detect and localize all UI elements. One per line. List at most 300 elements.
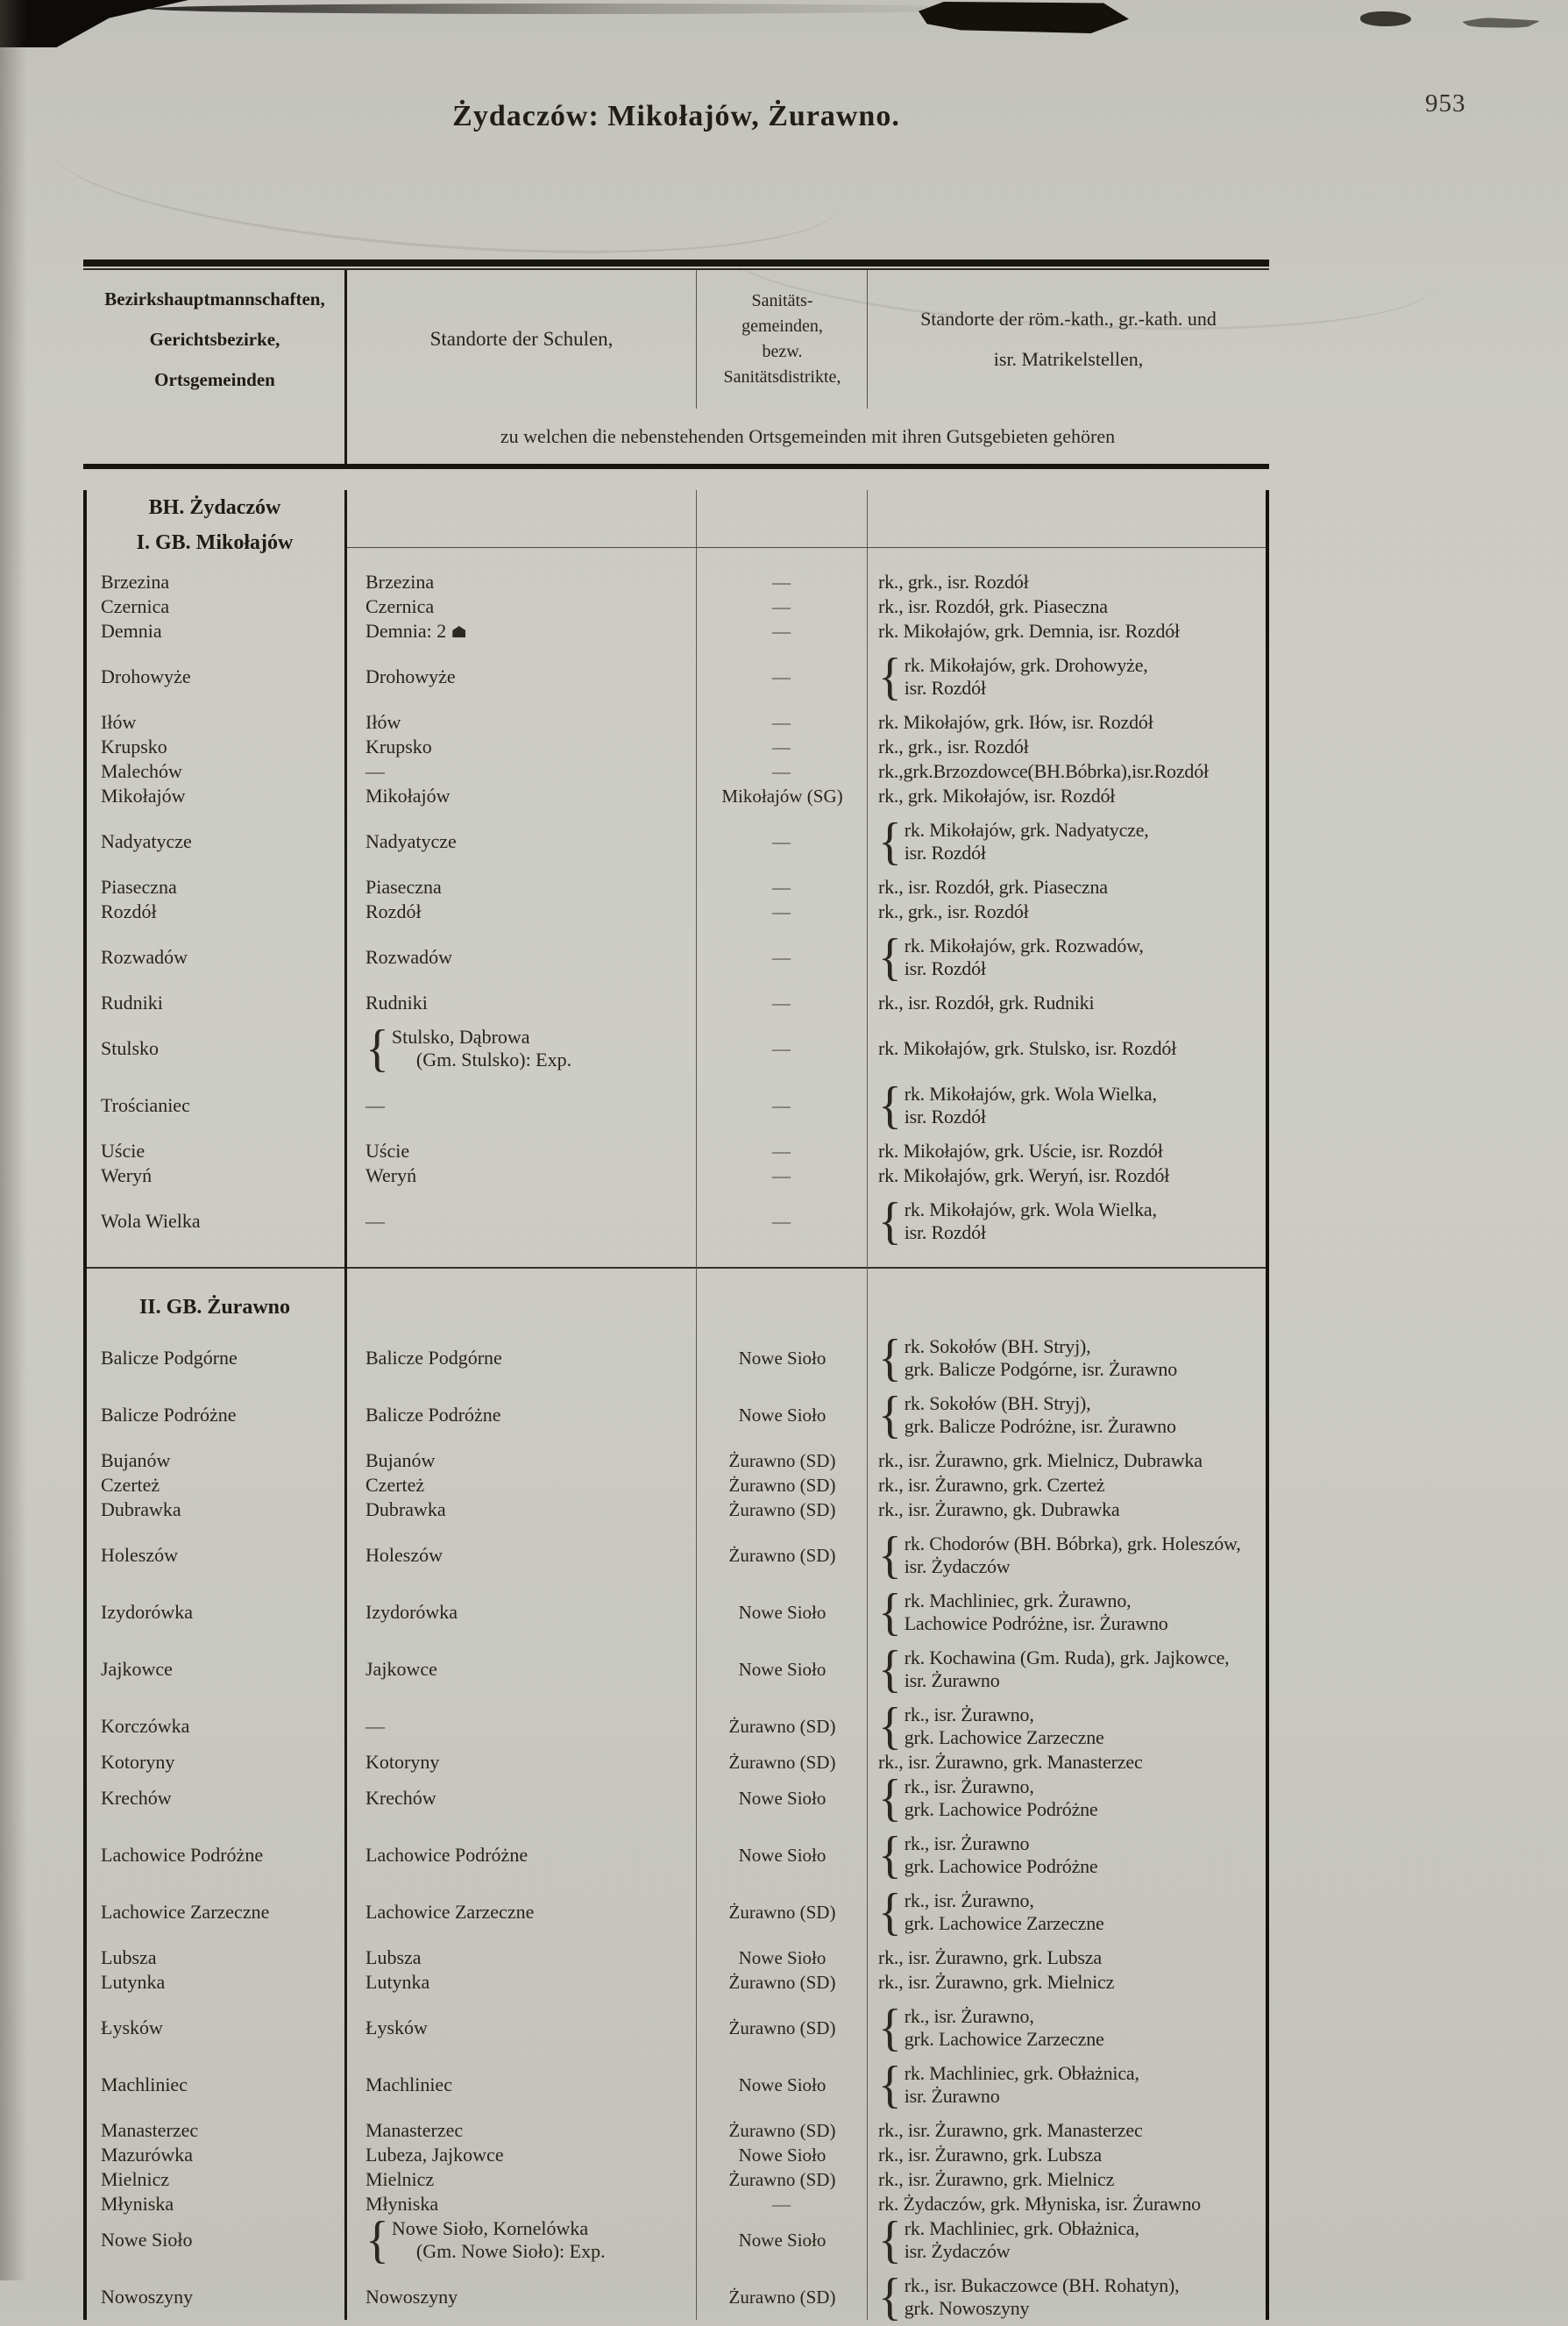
table-header — [83, 270, 1269, 409]
matrikel-line: rk. Machliniec, grk. Obłażnica, — [904, 2062, 1139, 2084]
matrikel-lines — [905, 935, 1144, 980]
schule-value: Mikołajów — [365, 785, 451, 807]
header-line: bezw. — [762, 342, 803, 361]
sanitaets-cell — [697, 946, 868, 969]
sanitaets-cell — [697, 1404, 868, 1426]
table-row — [83, 1946, 1269, 1969]
matrikel-line: grk. Nowoszyny — [904, 2297, 1030, 2319]
header-line: Bezirkshauptmannschaften, — [104, 288, 325, 309]
table-row — [83, 2268, 1269, 2326]
table-row — [83, 2119, 1269, 2142]
ortsgemeinde-cell: Nowe Sioło — [101, 2229, 193, 2251]
table-row — [83, 736, 1269, 758]
ortsgemeinde-cell: Mazurówka — [101, 2144, 194, 2166]
matrikel-cell — [868, 2056, 1269, 2114]
sanitaets-cell — [697, 2229, 868, 2251]
ortsgemeinde-cell: Manasterzec — [101, 2119, 199, 2141]
matrikel-lines — [905, 1533, 1241, 1578]
sanitaets-cell — [697, 2193, 868, 2216]
matrikel — [878, 1697, 1269, 1755]
brace-glyph: { — [878, 813, 902, 871]
ortsgemeinde-cell: Rudniki — [101, 992, 163, 1014]
matrikel-cell — [868, 928, 1269, 986]
schule-value: Lutynka — [365, 1971, 430, 1993]
matrikel-cell — [868, 2119, 1269, 2142]
ortsgemeinde-cell: Czernica — [101, 595, 170, 617]
gazetteer-table — [83, 260, 1269, 2326]
schule-value: Weryń — [365, 1164, 417, 1186]
matrikel-line: rk. Machliniec, grk. Żurawno, — [904, 1590, 1132, 1611]
matrikel-lines — [905, 1832, 1098, 1878]
sanitaets-cell — [697, 1544, 868, 1567]
brace-glyph: { — [878, 928, 902, 986]
ortsgemeinde-cell: Piaseczna — [101, 876, 177, 898]
schule-cell — [346, 1715, 697, 1738]
ortsgemeinde-cell: Demnia — [101, 620, 162, 642]
matrikel-line: rk. Kochawina (Gm. Ruda), grk. Jajkowce, — [904, 1647, 1230, 1668]
sanitaet-value: — — [772, 1141, 792, 1162]
rows-container — [83, 490, 1269, 2326]
ortsgemeinde-cell: Korczówka — [101, 1715, 190, 1737]
section-heading-line: BH. Żydaczów — [148, 496, 281, 519]
table-row — [83, 620, 1269, 643]
sanitaets-cell — [697, 1971, 868, 1994]
matrikel-lines — [905, 2217, 1139, 2263]
matrikel-cell — [868, 1498, 1269, 1521]
matrikel-value: rk., isr. Rozdół, grk. Piaseczna — [878, 595, 1108, 617]
matrikel-lines — [905, 2062, 1139, 2108]
sanitaet-value: — — [772, 572, 792, 593]
table-row — [83, 2056, 1269, 2114]
schule-value: Machliniec — [365, 2073, 452, 2095]
table-row — [83, 2144, 1269, 2166]
brace-glyph: { — [878, 1769, 902, 1827]
table-top-rule — [83, 260, 1269, 267]
matrikel-line: isr. Rozdół — [904, 677, 986, 699]
schule-cell — [346, 2211, 697, 2269]
matrikel-value: rk. Mikołajów, grk. Uście, isr. Rozdół — [878, 1140, 1163, 1162]
schule-cell — [346, 1901, 697, 1924]
schule-lines — [392, 1026, 571, 1071]
schule-value: Demnia: 2 — [365, 620, 447, 642]
table-row — [83, 2211, 1269, 2269]
schule-value: Brzezina — [365, 571, 435, 593]
schule-cell — [346, 2168, 697, 2191]
schule-cell — [346, 1658, 697, 1681]
table-row — [83, 1449, 1269, 1472]
matrikel-lines — [905, 654, 1148, 700]
matrikel-cell — [868, 1697, 1269, 1755]
schule-value: Rozwadów — [365, 946, 452, 968]
schule-cell — [346, 876, 697, 899]
matrikel-cell — [868, 1329, 1269, 1387]
schule-cell — [346, 1404, 697, 1426]
matrikel-value: rk., isr. Żurawno, grk. Manasterzec — [878, 2119, 1143, 2141]
table-row — [83, 1883, 1269, 1941]
schule-cell — [346, 1140, 697, 1163]
matrikel-line: grk. Lachowice Zarzeczne — [904, 2028, 1104, 2050]
brace-glyph: { — [878, 1329, 902, 1387]
header-line: Sanitätsdistrikte, — [723, 367, 841, 387]
ortsgemeinde-cell: Lutynka — [101, 1971, 166, 1993]
table-row — [83, 785, 1269, 807]
ortsgemeinde-cell: Mikołajów — [101, 785, 186, 807]
matrikel-lines — [905, 1704, 1104, 1749]
schule-value: — — [365, 1094, 387, 1116]
header-line: Sanitäts- — [751, 291, 813, 310]
matrikel-cell — [868, 785, 1269, 807]
schule-cell — [346, 711, 697, 734]
table-row — [83, 1999, 1269, 2057]
sanitaets-cell — [697, 785, 868, 807]
schule-value: Dubrawka — [365, 1498, 446, 1520]
matrikel-cell — [868, 1192, 1269, 1250]
matrikel-value: rk., isr. Żurawno, grk. Lubsza — [878, 2144, 1102, 2166]
sanitaet-value: Nowe Sioło — [738, 1659, 827, 1680]
sanitaet-value: Żurawno (SD) — [728, 1450, 836, 1471]
ortsgemeinde-cell: Jajkowce — [101, 1658, 173, 1680]
matrikel-cell — [868, 1037, 1269, 1060]
section-divider — [83, 1267, 1269, 1269]
schule-value: Kotoryny — [365, 1751, 440, 1773]
matrikel-lines — [905, 1775, 1098, 1821]
schule-value: Nadyatycze — [365, 830, 457, 852]
sanitaet-value: — — [772, 1165, 792, 1186]
sanitaets-cell — [697, 1140, 868, 1163]
schule-cell — [346, 571, 697, 594]
schule-cell — [346, 1020, 697, 1078]
table-row — [83, 1826, 1269, 1884]
table-row — [83, 711, 1269, 734]
ortsgemeinde-cell: Rozwadów — [101, 946, 188, 968]
schule-value: Mielnicz — [365, 2168, 435, 2190]
schule-value: Łysków — [365, 2017, 428, 2038]
brace-glyph: { — [878, 648, 902, 706]
matrikel-cell — [868, 1826, 1269, 1884]
matrikel-cell — [868, 992, 1269, 1014]
matrikel-value: rk., grk., isr. Rozdół — [878, 900, 1029, 922]
matrikel-line: rk. Sokołów (BH. Stryj), — [904, 1392, 1091, 1414]
column-rule — [344, 270, 347, 465]
schule-cell — [346, 946, 697, 969]
schule-cell — [346, 1946, 697, 1969]
ortsgemeinde-cell: Machliniec — [101, 2073, 188, 2095]
matrikel — [878, 1077, 1269, 1135]
sanitaet-value: Nowe Sioło — [738, 1845, 827, 1866]
brace-glyph: { — [365, 1020, 389, 1078]
ortsgemeinde-cell: Lachowice Podróżne — [101, 1844, 264, 1866]
section-heading-line: II. GB. Żurawno — [138, 1296, 291, 1319]
sanitaet-value: Żurawno (SD) — [728, 1499, 836, 1520]
sanitaet-value: — — [772, 736, 792, 758]
matrikel-lines — [905, 1392, 1176, 1438]
schule-cell — [346, 1751, 697, 1774]
header-line: Standorte der Schulen, — [429, 328, 614, 350]
sanitaet-value: Żurawno (SD) — [728, 1475, 836, 1496]
header-ortsgemeinden — [83, 270, 346, 409]
brace-glyph: { — [878, 1192, 902, 1250]
matrikel-line: isr. Żurawno — [904, 1669, 1000, 1691]
matrikel-value: rk., isr. Rozdół, grk. Piaseczna — [878, 876, 1108, 898]
section-heading — [83, 490, 346, 560]
schule-cell — [346, 2119, 697, 2142]
ortsgemeinde-cell: Lachowice Zarzeczne — [101, 1901, 270, 1923]
column-rule — [696, 490, 697, 2320]
schule-line: (Gm. Nowe Sioło): Exp. — [415, 2240, 606, 2262]
header-bottom-rule — [83, 464, 1269, 469]
schule-cell — [346, 1210, 697, 1233]
matrikel — [878, 1386, 1269, 1444]
sanitaet-value: Nowe Sioło — [738, 2074, 827, 2095]
table-row — [83, 1140, 1269, 1163]
sanitaets-cell — [697, 736, 868, 758]
ortsgemeinde-cell: Weryń — [101, 1164, 153, 1186]
schule-cell — [346, 1498, 697, 1521]
brace-glyph: { — [878, 1386, 902, 1444]
matrikel-lines — [905, 1199, 1157, 1244]
ortsgemeinde-cell: Młyniska — [101, 2193, 174, 2215]
matrikel-lines — [905, 1889, 1104, 1935]
schule-value: Bujanów — [365, 1449, 436, 1471]
matrikel-value: rk., isr. Żurawno, grk. Mielnicz — [878, 1971, 1115, 1993]
matrikel-cell — [868, 876, 1269, 899]
schule-cell — [346, 2286, 697, 2308]
scan-artifact-top-right-2 — [1462, 18, 1541, 28]
sanitaets-cell — [697, 1474, 868, 1497]
table-row — [83, 1751, 1269, 1774]
brace-glyph: { — [878, 1077, 902, 1135]
table-row — [83, 571, 1269, 594]
brace-glyph: { — [878, 2211, 902, 2269]
matrikel-cell — [868, 1999, 1269, 2057]
ortsgemeinde-cell: Rozdół — [101, 900, 157, 922]
scan-artifact-top-center — [919, 2, 1129, 33]
schule-value: Drohowyże — [365, 665, 456, 687]
matrikel — [878, 2268, 1269, 2326]
matrikel — [878, 813, 1269, 871]
ortsgemeinde-cell: Iłów — [101, 711, 137, 733]
schule-cell — [346, 2193, 697, 2216]
matrikel-line: isr. Rozdół — [904, 842, 986, 864]
matrikel — [878, 1192, 1269, 1250]
sanitaets-cell — [697, 1449, 868, 1472]
sanitaet-value: Nowe Sioło — [738, 2230, 827, 2251]
matrikel-line: grk. Balicze Podróżne, isr. Żurawno — [904, 1415, 1176, 1437]
sanitaet-value: — — [772, 712, 792, 733]
table-row — [83, 1164, 1269, 1187]
header-schulen — [346, 270, 697, 409]
matrikel — [878, 1769, 1269, 1827]
matrikel — [878, 1883, 1269, 1941]
matrikel-cell — [868, 760, 1269, 783]
sanitaet-value: — — [772, 621, 792, 642]
ortsgemeinde-cell: Wola Wielka — [101, 1210, 201, 1232]
matrikel-line: grk. Lachowice Zarzeczne — [904, 1912, 1104, 1934]
matrikel-cell — [868, 571, 1269, 594]
ortsgemeinde-cell: Holeszów — [101, 1544, 178, 1566]
matrikel-cell — [868, 1883, 1269, 1941]
section-heading — [83, 1290, 346, 1325]
sanitaets-cell — [697, 1347, 868, 1369]
sanitaet-value: — — [772, 596, 792, 617]
ortsgemeinde-cell: Kotoryny — [101, 1751, 175, 1773]
header-line: Standorte der röm.-kath., gr.-kath. und — [920, 308, 1217, 330]
matrikel-value: rk. Mikołajów, grk. Stulsko, isr. Rozdół — [878, 1037, 1177, 1059]
matrikel-line: rk., isr. Bukaczowce (BH. Rohatyn), — [904, 2274, 1180, 2296]
sanitaets-cell — [697, 1094, 868, 1117]
matrikel-line: grk. Lachowice Podróżne — [904, 1855, 1098, 1877]
sanitaets-cell — [697, 2119, 868, 2142]
matrikel-cell — [868, 711, 1269, 734]
column-rule — [696, 270, 697, 409]
matrikel — [878, 1640, 1269, 1698]
schule-cell — [346, 620, 697, 643]
sanitaets-cell — [697, 1715, 868, 1738]
page-number: 953 — [1425, 89, 1466, 117]
matrikel-cell — [868, 620, 1269, 643]
table-row — [83, 1769, 1269, 1827]
matrikel-value: rk., isr. Rozdół, grk. Rudniki — [878, 992, 1095, 1014]
matrikel-cell — [868, 1751, 1269, 1774]
matrikel-value: rk., isr. Żurawno, grk. Manasterzec — [878, 1751, 1143, 1773]
matrikel — [878, 1583, 1269, 1641]
ortsgemeinde-cell: Nadyatycze — [101, 830, 192, 852]
column-rule — [344, 490, 347, 2320]
matrikel-value: rk., grk. Mikołajów, isr. Rozdół — [878, 785, 1116, 807]
table-row — [83, 900, 1269, 923]
table-row — [83, 595, 1269, 618]
matrikel-value: rk., grk., isr. Rozdół — [878, 736, 1029, 758]
sanitaets-cell — [697, 1946, 868, 1969]
matrikel-line: rk., isr. Żurawno, — [904, 1889, 1034, 1911]
sanitaets-cell — [697, 900, 868, 923]
matrikel-value: rk. Żydaczów, grk. Młyniska, isr. Żurawno — [878, 2193, 1201, 2215]
table-row — [83, 648, 1269, 706]
sanitaets-cell — [697, 1601, 868, 1624]
table-row — [83, 1526, 1269, 1584]
matrikel-value: rk., isr. Żurawno, grk. Lubsza — [878, 1946, 1102, 1968]
sanitaet-value: Żurawno (SD) — [728, 1716, 836, 1737]
matrikel-line: rk., isr. Żurawno, — [904, 1704, 1034, 1725]
schule-cell — [346, 2073, 697, 2096]
sanitaet-value: Nowe Sioło — [738, 1602, 827, 1623]
schule-cell — [346, 785, 697, 807]
schule-cell — [346, 736, 697, 758]
schule-value: Lubeza, Jajkowce — [365, 2144, 504, 2166]
sanitaet-value: — — [772, 877, 792, 898]
matrikel-cell — [868, 1474, 1269, 1497]
sanitaets-cell — [697, 2168, 868, 2191]
schule-value: — — [365, 1715, 387, 1737]
matrikel-line: grk. Balicze Podgórne, isr. Żurawno — [904, 1358, 1178, 1380]
ortsgemeinde-cell: Dubrawka — [101, 1498, 181, 1520]
matrikel-line: rk., isr. Żurawno, — [904, 1775, 1034, 1797]
sanitaet-value: Żurawno (SD) — [728, 2287, 836, 2308]
sanitaet-value: — — [772, 2194, 792, 2215]
matrikel-cell — [868, 1449, 1269, 1472]
sanitaets-cell — [697, 1037, 868, 1060]
schule-value: Iłów — [365, 711, 401, 733]
table-row — [83, 1192, 1269, 1250]
sanitaet-value: — — [772, 947, 792, 968]
matrikel — [878, 2056, 1269, 2114]
schule-value: Krupsko — [365, 736, 432, 758]
sanitaets-cell — [697, 665, 868, 688]
sanitaet-value: Żurawno (SD) — [728, 1902, 836, 1923]
sanitaet-value: — — [772, 1095, 792, 1116]
table-row — [83, 813, 1269, 871]
matrikel-cell — [868, 2193, 1269, 2216]
schule-cell — [346, 1971, 697, 1994]
schule-cell — [346, 992, 697, 1014]
schule-value: Lubsza — [365, 1946, 422, 1968]
matrikel-line: isr. Żydaczów — [904, 2240, 1011, 2262]
sanitaets-cell — [697, 2017, 868, 2039]
sanitaets-cell — [697, 1498, 868, 1521]
header-line: gemeinden, — [741, 317, 823, 336]
matrikel-line: rk. Mikołajów, grk. Drohowyże, — [904, 654, 1148, 676]
schule-value: Holeszów — [365, 1544, 443, 1566]
matrikel-cell — [868, 1583, 1269, 1641]
sanitaets-cell — [697, 2073, 868, 2096]
ortsgemeinde-cell: Mielnicz — [101, 2168, 170, 2190]
sanitaet-value: — — [772, 1211, 792, 1232]
sanitaet-value: Żurawno (SD) — [728, 2169, 836, 2190]
sanitaets-cell — [697, 2286, 868, 2308]
scan-artifact-top-streak — [149, 4, 1008, 14]
schule-cell — [346, 1164, 697, 1187]
brace-glyph: { — [878, 1697, 902, 1755]
matrikel-cell — [868, 2211, 1269, 2269]
table-right-border — [1266, 490, 1269, 2320]
matrikel-line: rk. Machliniec, grk. Obłażnica, — [904, 2217, 1139, 2239]
matrikel-value: rk. Mikołajów, grk. Weryń, isr. Rozdół — [878, 1164, 1170, 1186]
matrikel-line: rk. Sokołów (BH. Stryj), — [904, 1335, 1091, 1357]
table-row — [83, 760, 1269, 783]
schule — [365, 2211, 697, 2269]
matrikel-line: isr. Żurawno — [904, 2085, 1000, 2107]
ortsgemeinde-cell: Nowoszyny — [101, 2286, 194, 2308]
matrikel-line: isr. Żydaczów — [904, 1555, 1011, 1577]
matrikel-line: rk., isr. Żurawno, — [904, 2005, 1034, 2027]
sanitaet-value: — — [772, 831, 792, 852]
matrikel-value: rk., isr. Żurawno, gk. Dubrawka — [878, 1498, 1120, 1520]
ortsgemeinde-cell: Krupsko — [101, 736, 167, 758]
matrikel-line: grk. Lachowice Podróżne — [904, 1798, 1098, 1820]
matrikel-value: rk., isr. Żurawno, grk. Mielnicz — [878, 2168, 1115, 2190]
ortsgemeinde-cell: Bujanów — [101, 1449, 171, 1471]
matrikel-cell — [868, 2144, 1269, 2166]
matrikel-line: rk. Mikołajów, grk. Rozwadów, — [904, 935, 1144, 957]
ortsgemeinde-cell: Stulsko — [101, 1037, 160, 1059]
sanitaets-cell — [697, 1210, 868, 1233]
schule-value: Piaseczna — [365, 876, 442, 898]
schule-cell — [346, 1449, 697, 1472]
table-row — [83, 2193, 1269, 2216]
matrikel-cell — [868, 1164, 1269, 1187]
header-subtitle-row — [83, 409, 1269, 464]
sanitaet-value: — — [772, 666, 792, 687]
brace-glyph: { — [878, 1883, 902, 1941]
schule-value: Lachowice Zarzeczne — [365, 1901, 535, 1923]
table-row — [83, 1498, 1269, 1521]
ortsgemeinde-cell: Krechów — [101, 1787, 172, 1809]
school-building-icon — [452, 626, 465, 637]
sanitaet-value: Nowe Sioło — [738, 1348, 827, 1369]
sanitaet-value: — — [772, 1038, 792, 1059]
matrikel-cell — [868, 813, 1269, 871]
scan-edge-shadow — [0, 0, 26, 2280]
